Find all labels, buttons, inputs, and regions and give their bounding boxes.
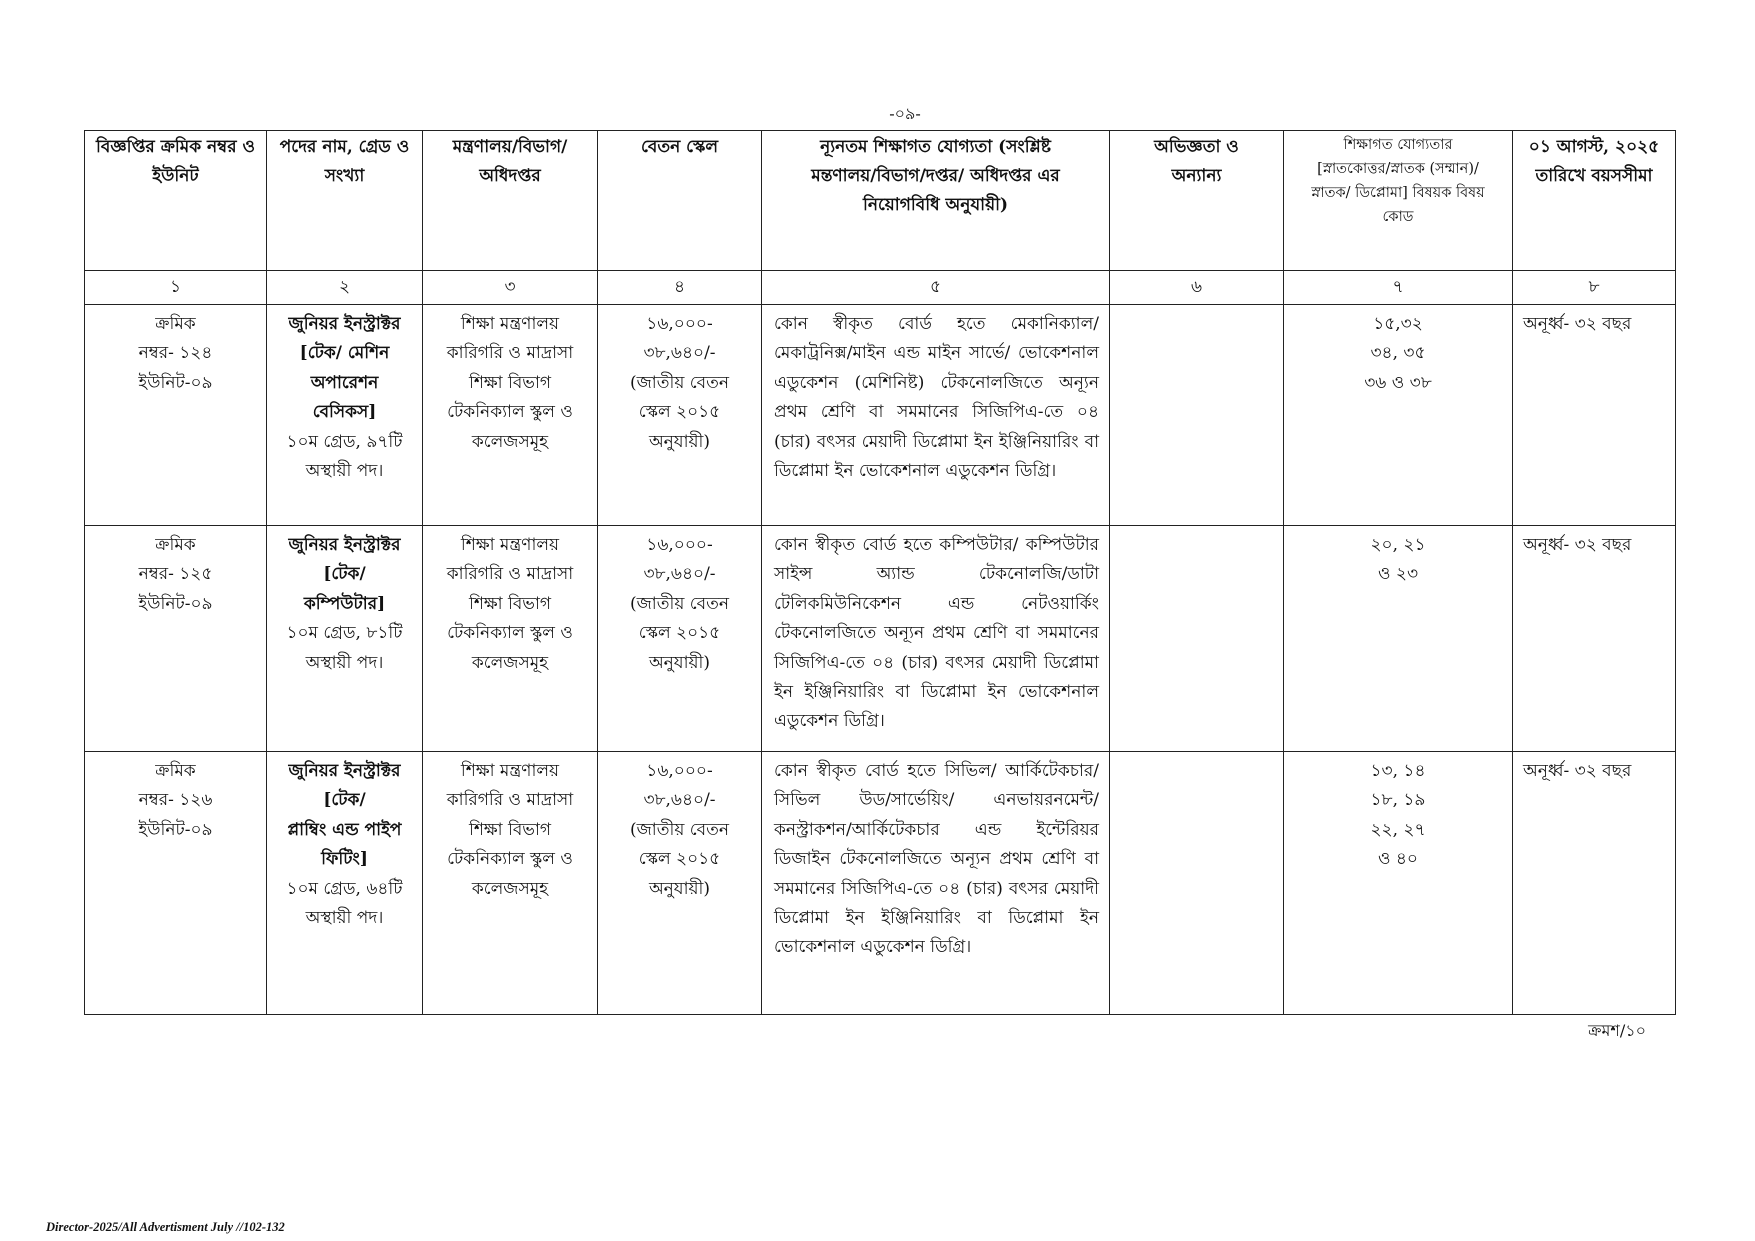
qualification-cell: কোন স্বীকৃত বোর্ড হতে সিভিল/ আর্কিটেকচার/ সিভিল উড/সার্ভেয়িং/ এনভায়রনমেন্ট/ কনস্ট্রাকশন/আর্কিটেকচার এন্ড ইন্টেরিয়র ডিজাইন টেকনোলজিতে অন্যূন প্রথম শ্রেণি বা সমমানের সিজিপিএ-তে ০৪ (চার) বৎসর মেয়াদী ডিপ্লোমা ইন ইঞ্জিনিয়ারিং বা ডিপ্লোমা ইন ভোকেশনাল এডুকেশন ডিগ্রি। — [762, 752, 1110, 1015]
column-number: ৪ — [598, 271, 762, 305]
continued-note: ক্রমশ/১০ — [1588, 1021, 1646, 1040]
post-cell: জুনিয়র ইনস্ট্রাক্টর [টেক/ প্লাম্বিং এন্ড পাইপ ফিটিং] ১০ম গ্রেড, ৬৪টি অস্থায়ী পদ। — [267, 752, 423, 1015]
qualification-cell: কোন স্বীকৃত বোর্ড হতে মেকানিক্যাল/ মেকাট্রনিক্স/মাইন এন্ড মাইন সার্ভে/ ভোকেশনাল এডুকেশন (মেশিনিষ্ট) টেকনোলজিতে অন্যূন প্রথম শ্রেণি বা সমমানের সিজিপিএ-তে ০৪ (চার) বৎসর মেয়াদী ডিপ্লোমা ইন ইঞ্জিনিয়ারিং বা ডিপ্লোমা ইন ভোকেশনাল এডুকেশন ডিগ্রি। — [762, 305, 1110, 526]
table-row — [85, 526, 1676, 752]
header-pay-scale: বেতন স্কেল — [598, 131, 762, 271]
pay-scale-cell: ১৬,০০০- ৩৮,৬৪০/- (জাতীয় বেতন স্কেল ২০১৫ অনুযায়ী) — [598, 526, 762, 752]
table-row — [85, 752, 1676, 1015]
ministry-cell: শিক্ষা মন্ত্রণালয় কারিগরি ও মাদ্রাসা শিক্ষা বিভাগ টেকনিক্যাল স্কুল ও কলেজসমূহ — [423, 305, 598, 526]
post-cell: জুনিয়র ইনস্ট্রাক্টর [টেক/ মেশিন অপারেশন বেসিকস] ১০ম গ্রেড, ৯৭টি অস্থায়ী পদ। — [267, 305, 423, 526]
job-circular-table — [84, 130, 1676, 1015]
subject-code-cell: ২০, ২১ ও ২৩ — [1284, 526, 1513, 752]
column-number-row — [85, 271, 1676, 305]
column-number: ৫ — [762, 271, 1110, 305]
ministry-cell: শিক্ষা মন্ত্রণালয় কারিগরি ও মাদ্রাসা শিক্ষা বিভাগ টেকনিক্যাল স্কুল ও কলেজসমূহ — [423, 752, 598, 1015]
experience-cell — [1110, 526, 1284, 752]
age-limit-cell: অনূর্ধ্ব- ৩২ বছর — [1513, 526, 1676, 752]
post-cell: জুনিয়র ইনস্ট্রাক্টর [টেক/ কম্পিউটার] ১০ম গ্রেড, ৮১টি অস্থায়ী পদ। — [267, 526, 423, 752]
serial-cell: ক্রমিক নম্বর- ১২৬ ইউনিট-০৯ — [85, 752, 267, 1015]
experience-cell — [1110, 752, 1284, 1015]
pay-scale-cell: ১৬,০০০- ৩৮,৬৪০/- (জাতীয় বেতন স্কেল ২০১৫ অনুযায়ী) — [598, 305, 762, 526]
footer-reference: Director-2025/All Advertisment July //102-132 — [46, 1220, 285, 1234]
pay-scale-cell: ১৬,০০০- ৩৮,৬৪০/- (জাতীয় বেতন স্কেল ২০১৫ অনুযায়ী) — [598, 752, 762, 1015]
header-subject-code: শিক্ষাগত যোগ্যতার [স্নাতকোত্তর/স্নাতক (সম্মান)/স্নাতক/ ডিপ্লোমা] বিষয়ক বিষয় কোড — [1284, 131, 1513, 271]
serial-cell: ক্রমিক নম্বর- ১২৪ ইউনিট-০৯ — [85, 305, 267, 526]
header-age-limit: ০১ আগস্ট, ২০২৫ তারিখে বয়সসীমা — [1513, 131, 1676, 271]
header-serial: বিজ্ঞপ্তির ক্রমিক নম্বর ও ইউনিট — [85, 131, 267, 271]
column-number: ২ — [267, 271, 423, 305]
column-number: ৮ — [1513, 271, 1676, 305]
serial-cell: ক্রমিক নম্বর- ১২৫ ইউনিট-০৯ — [85, 526, 267, 752]
header-experience: অভিজ্ঞতা ও অন্যান্য — [1110, 131, 1284, 271]
age-limit-cell: অনূর্ধ্ব- ৩২ বছর — [1513, 305, 1676, 526]
qualification-cell: কোন স্বীকৃত বোর্ড হতে কম্পিউটার/ কম্পিউটার সাইন্স অ্যান্ড টেকনোলজি/ডাটা টেলিকমিউনিকেশন এন্ড নেটওয়ার্কিং টেকনোলজিতে অন্যূন প্রথম শ্রেণি বা সমমানের সিজিপিএ-তে ০৪ (চার) বৎসর মেয়াদী ডিপ্লোমা ইন ইঞ্জিনিয়ারিং বা ডিপ্লোমা ইন ভোকেশনাল এডুকেশন ডিগ্রি। — [762, 526, 1110, 752]
ministry-cell: শিক্ষা মন্ত্রণালয় কারিগরি ও মাদ্রাসা শিক্ষা বিভাগ টেকনিক্যাল স্কুল ও কলেজসমূহ — [423, 526, 598, 752]
header-row — [85, 131, 1676, 271]
page-number: -০৯- — [889, 104, 921, 123]
header-qualification: ন্যূনতম শিক্ষাগত যোগ্যতা (সংশ্লিষ্ট মন্তণালয়/বিভাগ/দপ্তর/ অধিদপ্তর এর নিয়োগবিধি অনুযায়ী) — [762, 131, 1110, 271]
column-number: ৭ — [1284, 271, 1513, 305]
subject-code-cell: ১৫,৩২ ৩৪, ৩৫ ৩৬ ও ৩৮ — [1284, 305, 1513, 526]
column-number: ৬ — [1110, 271, 1284, 305]
header-post: পদের নাম, গ্রেড ও সংখ্যা — [267, 131, 423, 271]
table-row — [85, 305, 1676, 526]
age-limit-cell: অনূর্ধ্ব- ৩২ বছর — [1513, 752, 1676, 1015]
subject-code-cell: ১৩, ১৪ ১৮, ১৯ ২২, ২৭ ও ৪০ — [1284, 752, 1513, 1015]
header-ministry: মন্ত্রণালয়/বিভাগ/ অধিদপ্তর — [423, 131, 598, 271]
column-number: ১ — [85, 271, 267, 305]
experience-cell — [1110, 305, 1284, 526]
column-number: ৩ — [423, 271, 598, 305]
